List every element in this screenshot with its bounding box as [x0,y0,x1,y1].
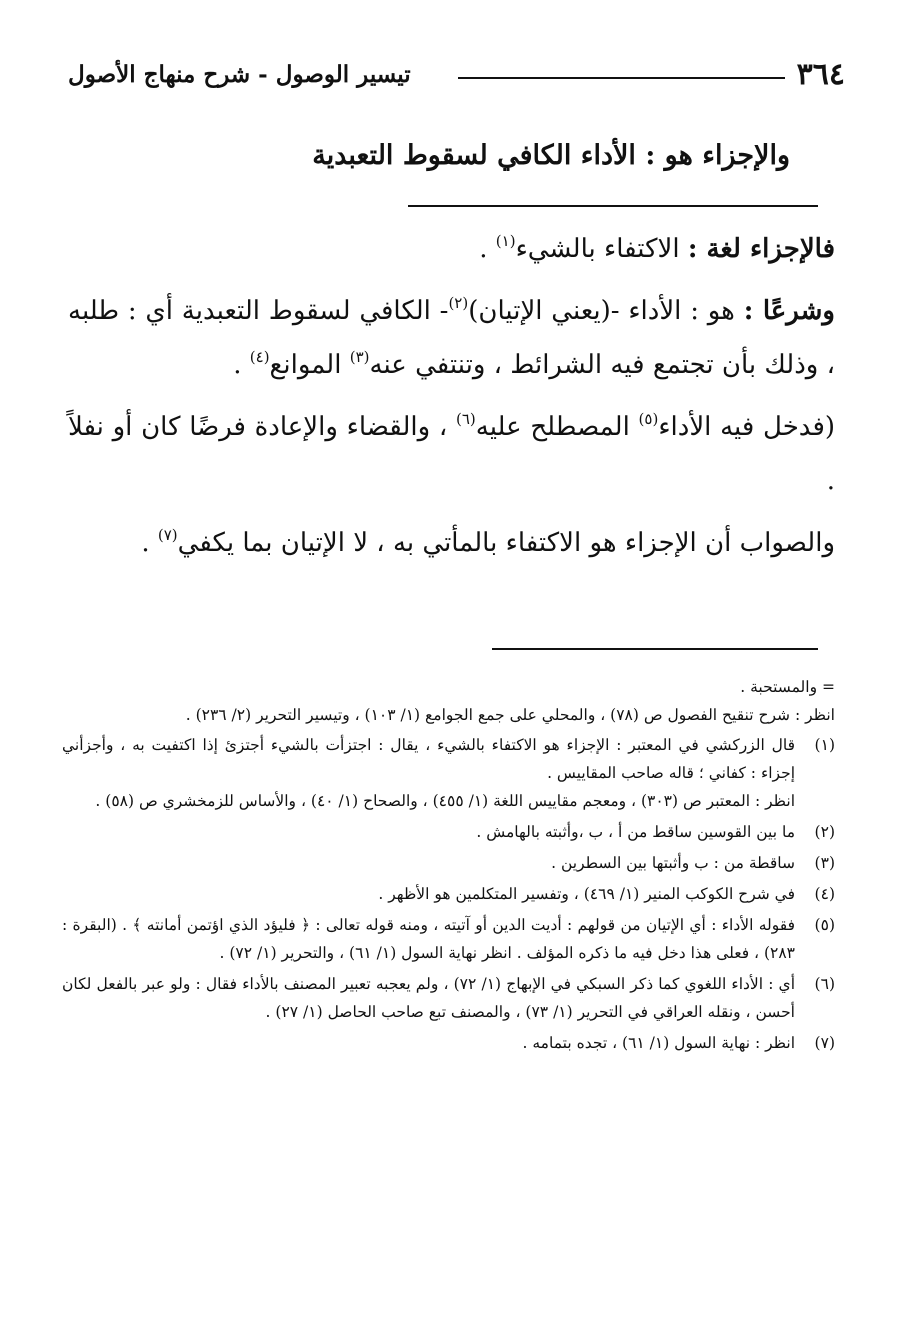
header-rule [458,77,785,79]
footnote-ref-7[interactable]: (٧) [157,526,178,544]
footnote-4 [62,880,835,908]
paragraph-text: الاكتفاء بالشيء [515,234,680,264]
running-header [68,55,845,95]
footnote-continuation-line: = والمستحبة . [740,678,835,696]
footnote-number: (٤) [814,885,835,903]
footnote-ref-4[interactable]: (٤) [249,348,270,366]
footnote-1 [62,731,835,815]
footnote-number: (٢) [814,823,835,841]
footnote-ref-5[interactable]: (٥) [638,410,659,428]
footnote-number: (٥) [814,916,835,934]
footnote-ref-3[interactable]: (٣) [349,348,370,366]
footnote-ref-2[interactable]: (٢) [448,294,469,312]
paragraph-legal-definition [68,284,835,392]
footnote-continuation-line: انظر : شرح تنقيح الفصول ص (٧٨) ، والمحلي على جمع الجوامع (١/ ١٠٣) ، وتيسير التحرير (٢/ ٢٣٦) . [185,706,835,724]
footnote-number: (٣) [814,854,835,872]
definition-statement: والإجزاء هو : الأداء الكافي لسقوط التعبدية [312,140,790,171]
footnote-text: في شرح الكوكب المنير (١/ ٤٦٩) ، وتفسير المتكلمين هو الأظهر . [378,885,795,903]
term-lead: فالإجزاء لغة : [687,234,835,264]
footnote-5 [62,911,835,967]
footnote-3 [62,849,835,877]
paragraph-end: . [233,350,242,380]
paragraph-end: . [141,528,150,558]
paragraph-text: ، والقضاء والإعادة فرضًا كان أو نفلاً . [68,412,835,496]
main-text [68,222,835,578]
book-title: تيسير الوصول - شرح منهاج الأصول [68,61,411,88]
footnote-number: (١) [814,736,835,754]
page-number: ٣٦٤ [796,57,845,92]
footnote-ref-6[interactable]: (٦) [455,410,476,428]
footnote-separator [492,648,818,650]
footnote-text: ما بين القوسين ساقط من أ ، ب ،وأثبته بالهامش . [476,823,795,841]
footnotes [62,673,835,1060]
footnote-text: انظر : نهاية السول (١/ ٦١) ، تجده بتمامه . [522,1034,795,1052]
footnote-ref-1[interactable]: (١) [495,232,516,250]
term-lead: وشرعًا : [743,296,835,326]
footnote-text: ساقطة من : ب وأثبتها بين السطرين . [551,854,795,872]
footnote-7 [62,1029,835,1057]
paragraph-linguistic-definition [68,222,835,276]
paragraph-text: (فدخل فيه الأداء [658,412,836,442]
footnote-number: (٧) [814,1034,835,1052]
footnote-text: فقوله الأداء : أي الإتيان من قولهم : أديت الدين أو آتيته ، ومنه قوله تعالى : ﴿ فليؤد الذي اؤتمن أمانته ﴾ . (البقرة : ٢٨٣) ، فعلى هذا دخل فيه ما ذكره المؤلف . انظر نهاية السول (١/ ٦١) ، والتحرير (١/ ٧٢) . [62,916,795,962]
paragraph-text: هو : الأداء -(يعني الإتيان) [468,296,735,326]
paragraph-end: . [479,234,488,264]
paragraph-text: - الكافي لسقوط التعبدية أي : طلبه ، وذلك بأن تجتمع فيه الشرائط ، وتنتفي عنه [68,296,835,380]
paragraph-inclusion [68,400,835,508]
footnote-number: (٦) [814,975,835,993]
footnote-6 [62,970,835,1026]
footnote-2 [62,818,835,846]
statement-divider [408,205,818,207]
paragraph-text: المصطلح عليه [475,412,630,442]
footnote-text: انظر : المعتبر ص (٣٠٣) ، ومعجم مقاييس اللغة (١/ ٤٥٥) ، والصحاح (١/ ٤٠) ، والأساس للزمخشري ص (٥٨) . [95,792,795,810]
paragraph-correct-view [68,516,835,570]
paragraph-text: الموانع [269,350,342,380]
paragraph-text: والصواب أن الإجزاء هو الاكتفاء بالمأتي به ، لا الإتيان بما يكفي [177,528,835,558]
footnote-text: قال الزركشي في المعتبر : الإجزاء هو الاكتفاء بالشيء ، يقال : اجتزأت بالشيء أجتزئ إذا اكتفيت به ، وأجزأني إجزاء : كفاني ؛ قاله صاحب المقاييس . [62,736,795,782]
footnote-text: أي : الأداء اللغوي كما ذكر السبكي في الإبهاج (١/ ٧٢) ، ولم يعجبه تعبير المصنف بالأداء فقال : ولو عبر بالفعل لكان أحسن ، ونقله العراقي في التحرير (١/ ٧٣) ، والمصنف تبع صاحب الحاصل (١/ ٢٧) . [62,975,796,1021]
